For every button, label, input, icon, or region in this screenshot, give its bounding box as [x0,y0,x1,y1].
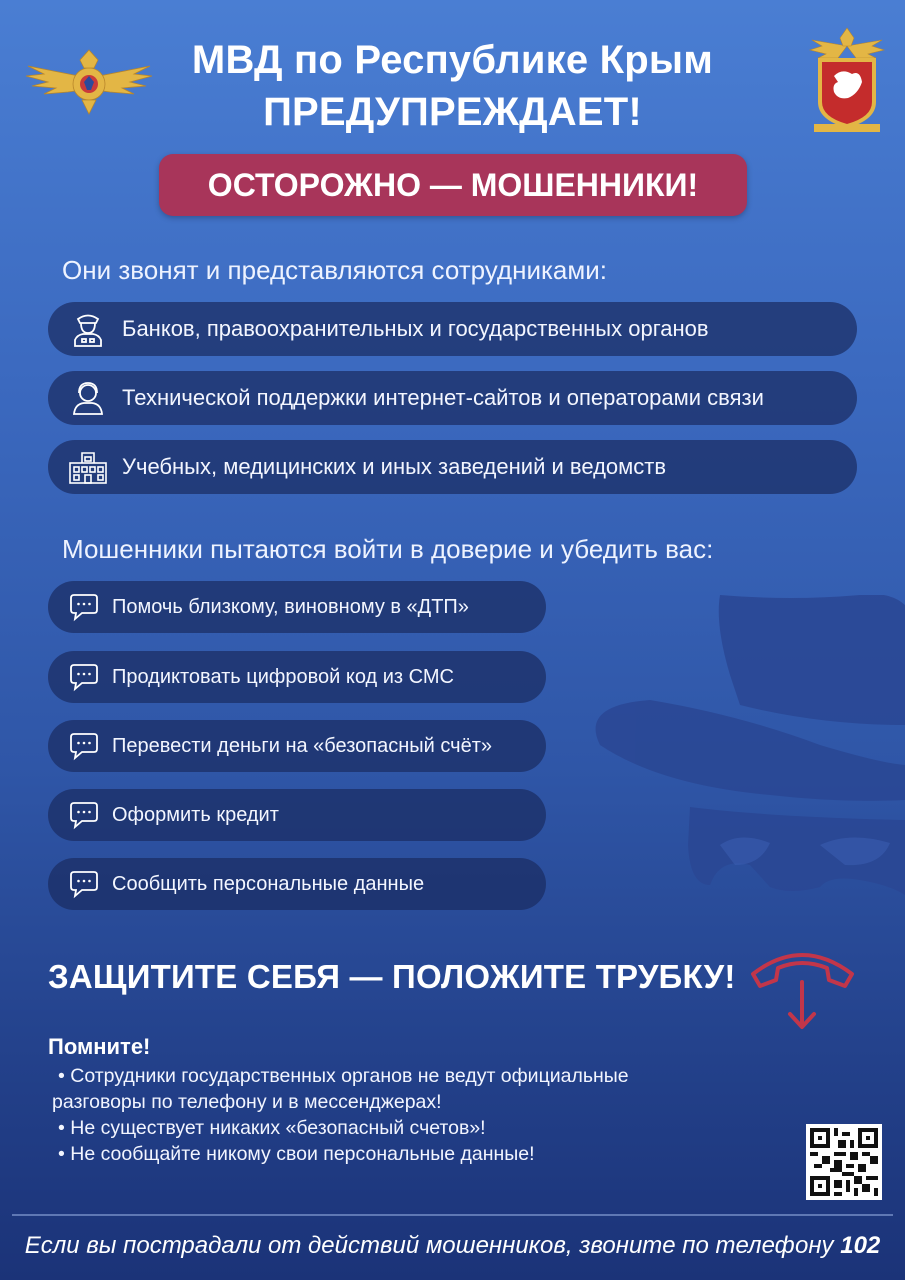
chat-bubble-icon [66,659,102,695]
reminder-line: • Не существует никаких «безопасный счетов»! [58,1117,486,1139]
reminder-line: разговоры по телефону и в мессенджерах! [52,1091,442,1113]
crimea-coat-of-arms-icon [808,24,886,136]
impersonation-item-label: Технической поддержки интернет-сайтов и операторами связи [122,385,764,410]
building-icon [68,447,108,487]
reminder-line: • Не сообщайте никому свои персональные данные! [58,1143,535,1165]
tactic-item [48,789,546,841]
spy-silhouette-icon [590,595,905,895]
tactic-item-label: Помочь близкому, виновному в «ДТП» [112,595,469,618]
reminder-list [52,1063,758,1167]
tactic-item-label: Оформить кредит [112,803,279,826]
tactic-item-label: Продиктовать цифровой код из СМС [112,665,454,688]
footer-hotline [0,1230,905,1262]
tactic-item [48,720,546,772]
call-to-action: ЗАЩИТИТЕ СЕБЯ — ПОЛОЖИТЕ ТРУБКУ! [48,958,736,995]
footer-divider [12,1214,893,1216]
tactic-item [48,581,546,633]
chat-bubble-icon [66,797,102,833]
tactic-item [48,858,546,910]
tactics-heading: Мошенники пытаются войти в доверие и убедить вас: [62,534,714,564]
impersonation-item [48,440,857,494]
tactic-item [48,651,546,703]
page-subtitle: ПРЕДУПРЕЖДАЕТ! [263,90,642,134]
impersonation-item [48,302,857,356]
reminder-line: • Сотрудники государственных органов не ведут официальные [58,1065,629,1087]
qr-code[interactable] [806,1124,882,1200]
impersonation-heading: Они звонят и представляются сотрудниками: [62,255,608,285]
mvd-eagle-emblem-icon [24,38,154,118]
chat-bubble-icon [66,589,102,625]
officer-icon [68,309,108,349]
support-person-icon [68,378,108,418]
tactic-item-label: Перевести деньги на «безопасный счёт» [112,734,492,757]
footer-text: Если вы пострадали от действий мошенников, звоните по телефону [24,1232,841,1259]
impersonation-item [48,371,857,425]
chat-bubble-icon [66,728,102,764]
tactic-item-label: Сообщить персональные данные [112,872,425,895]
warning-banner: ОСТОРОЖНО — МОШЕННИКИ! [159,154,747,216]
page-title: МВД по Республике Крым [191,38,714,82]
reminder-heading: Помните! [48,1034,151,1059]
phone-number-link[interactable]: 102 [840,1232,881,1259]
chat-bubble-icon [66,866,102,902]
hang-up-phone-icon [745,942,860,1034]
impersonation-item-label: Банков, правоохранительных и государственных органов [122,316,709,341]
impersonation-item-label: Учебных, медицинских и иных заведений и ведомств [122,454,667,479]
